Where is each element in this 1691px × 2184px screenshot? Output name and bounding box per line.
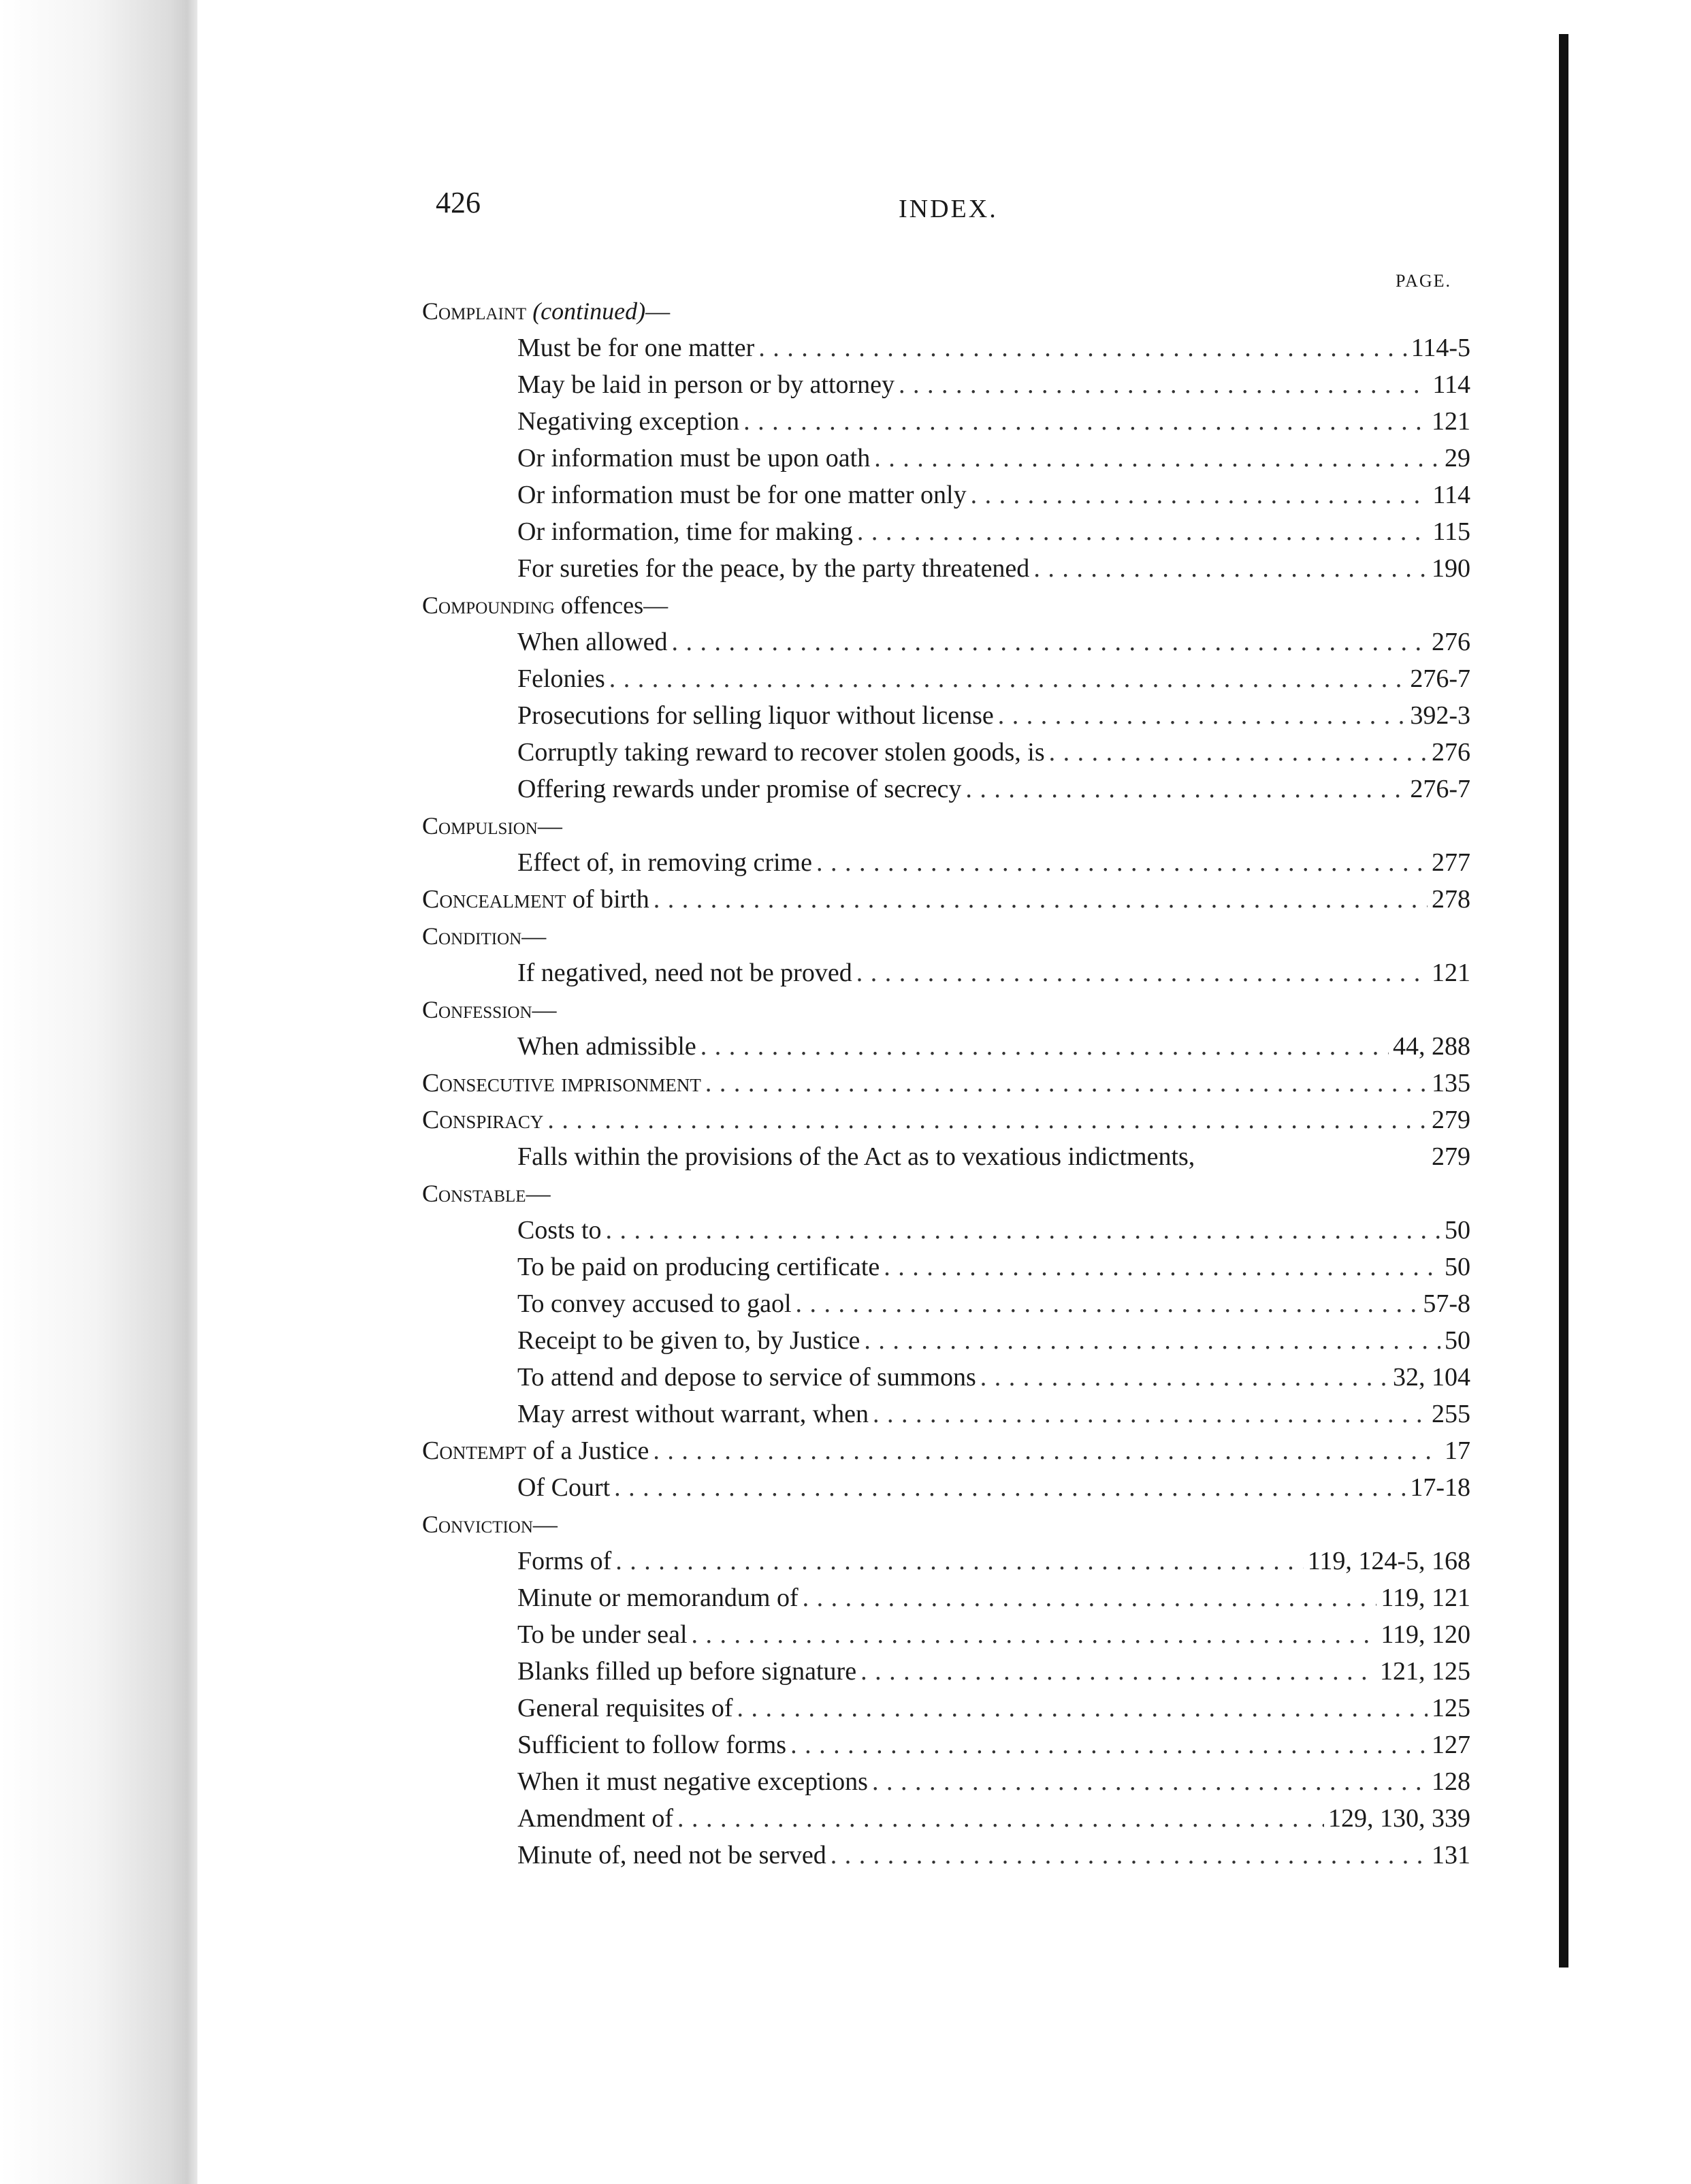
page-reference: 276-7 — [1410, 775, 1470, 803]
heading-tail: offences— — [554, 592, 669, 619]
page-reference: 50 — [1445, 1253, 1470, 1281]
page-reference: 121 — [1432, 959, 1470, 987]
subentry-label: To be under seal — [517, 1620, 688, 1649]
index-subentry — [422, 1138, 1470, 1175]
dot-leader — [672, 624, 1428, 660]
subentry-label: Effect of, in removing crime — [517, 848, 812, 877]
index-subentry — [422, 477, 1470, 513]
page-reference: 57-8 — [1423, 1289, 1470, 1318]
dot-leader — [653, 1432, 1440, 1469]
entry-label — [422, 1102, 543, 1138]
entry-term: Consecutive imprisonment — [422, 1069, 701, 1097]
index-entry — [422, 881, 1470, 918]
index-entry — [422, 1065, 1470, 1102]
page-reference: 44, 288 — [1393, 1032, 1470, 1061]
subentry-label: Forms of — [517, 1547, 612, 1575]
entry-label — [422, 1432, 649, 1469]
index-subentry — [422, 1396, 1470, 1432]
subentry-label: When it must negative exceptions — [517, 1767, 868, 1796]
index-heading — [422, 918, 1470, 954]
index-subentry — [422, 660, 1470, 697]
heading-tail: — — [521, 922, 547, 950]
dot-leader — [965, 771, 1406, 807]
subentry-label: To convey accused to gaol — [517, 1289, 792, 1318]
dot-leader — [615, 1543, 1303, 1579]
dot-leader — [758, 330, 1407, 366]
page-reference: 121, 125 — [1380, 1657, 1470, 1686]
heading-tail: — — [526, 1180, 551, 1207]
index-entries — [422, 293, 1470, 1874]
page-reference: 279 — [1432, 1142, 1470, 1171]
index-subentry — [422, 513, 1470, 550]
index-subentry — [422, 1212, 1470, 1249]
index-heading — [422, 1175, 1470, 1212]
index-heading — [422, 1506, 1470, 1543]
page-reference: 190 — [1432, 554, 1470, 583]
heading-label: Compulsion — [422, 812, 538, 839]
page-reference: 119, 120 — [1381, 1620, 1470, 1649]
dot-leader — [705, 1065, 1428, 1102]
facing-page-edge — [1568, 0, 1691, 2184]
page-reference: 129, 130, 339 — [1328, 1804, 1470, 1833]
subentry-label: Receipt to be given to, by Justice — [517, 1326, 860, 1355]
dot-leader — [692, 1616, 1377, 1653]
dot-leader — [737, 1690, 1428, 1727]
gutter-shadow — [1559, 34, 1568, 1968]
subentry-label: Must be for one matter — [517, 334, 755, 362]
index-heading — [422, 587, 1470, 624]
page-reference: 255 — [1432, 1400, 1470, 1428]
heading-label: Complaint — [422, 298, 527, 325]
page-reference: 50 — [1445, 1216, 1470, 1244]
page-reference: 29 — [1445, 444, 1470, 472]
entry-term: Concealment — [422, 885, 566, 914]
page-reference: 17 — [1445, 1436, 1470, 1465]
index-subentry — [422, 844, 1470, 881]
dot-leader — [873, 1396, 1428, 1432]
index-subentry — [422, 1690, 1470, 1727]
index-subentry — [422, 1837, 1470, 1874]
subentry-label: Corruptly taking reward to recover stolen goods, is — [517, 738, 1045, 767]
page-reference: 276 — [1432, 628, 1470, 656]
index-subentry — [422, 330, 1470, 366]
index-entry — [422, 1102, 1470, 1138]
subentry-label: Negativing exception — [517, 407, 740, 436]
index-subentry — [422, 771, 1470, 807]
subentry-label: Falls within the provisions of the Act as to vexatious indictments, — [517, 1142, 1195, 1171]
page-reference: 128 — [1432, 1767, 1470, 1796]
page-reference: 114 — [1432, 370, 1470, 399]
dot-leader — [1049, 734, 1428, 771]
dot-leader — [857, 513, 1429, 550]
entry-term: Contempt — [422, 1436, 526, 1465]
page-reference: 125 — [1432, 1694, 1470, 1722]
dot-leader — [790, 1727, 1428, 1763]
dot-leader — [803, 1579, 1377, 1616]
index-subentry — [422, 1653, 1470, 1690]
index-subentry — [422, 1763, 1470, 1800]
dot-leader — [1033, 550, 1428, 587]
subentry-label: Costs to — [517, 1216, 602, 1244]
subentry-label: To be paid on producing certificate — [517, 1253, 880, 1281]
index-subentry — [422, 1616, 1470, 1653]
entry-label — [422, 1065, 701, 1102]
page-reference: 121 — [1432, 407, 1470, 436]
subentry-label: When allowed — [517, 628, 668, 656]
heading-label: Conviction — [422, 1511, 533, 1538]
subentry-label: Sufficient to follow forms — [517, 1731, 787, 1759]
index-subentry — [422, 403, 1470, 440]
page-reference: 50 — [1445, 1326, 1470, 1355]
index-heading — [422, 991, 1470, 1028]
index-subentry — [422, 1579, 1470, 1616]
dot-leader — [884, 1249, 1440, 1285]
dot-leader — [816, 844, 1428, 881]
heading-tail: — — [532, 1511, 558, 1538]
subentry-label: Minute of, need not be served — [517, 1841, 826, 1869]
subentry-label: Amendment of — [517, 1804, 674, 1833]
dot-leader — [864, 1322, 1440, 1359]
index-subentry — [422, 1800, 1470, 1837]
dot-leader — [899, 366, 1428, 403]
page-reference: 115 — [1432, 517, 1470, 546]
entry-label — [422, 881, 649, 918]
index-subentry — [422, 366, 1470, 403]
running-head: INDEX. — [899, 195, 998, 223]
dot-leader — [606, 1212, 1440, 1249]
book-page-edge — [0, 0, 197, 2184]
page-reference: 277 — [1432, 848, 1470, 877]
dot-leader — [796, 1285, 1419, 1322]
dot-leader — [743, 403, 1428, 440]
page-number: 426 — [436, 186, 481, 219]
dot-leader — [700, 1028, 1389, 1065]
dot-leader — [547, 1102, 1428, 1138]
page-reference: 114-5 — [1411, 334, 1470, 362]
subentry-label: Of Court — [517, 1473, 611, 1502]
index-subentry — [422, 1028, 1470, 1065]
subentry-label: Offering rewards under promise of secrecy — [517, 775, 962, 803]
entry-tail: of a Justice — [526, 1436, 649, 1465]
subentry-label: Prosecutions for selling liquor without license — [517, 701, 994, 730]
index-subentry — [422, 1727, 1470, 1763]
entry-tail: of birth — [566, 885, 649, 914]
subentry-label: May be laid in person or by attorney — [517, 370, 895, 399]
page-reference: 276 — [1432, 738, 1470, 767]
index-subentry — [422, 624, 1470, 660]
page-reference: 276-7 — [1410, 664, 1470, 693]
index-entry — [422, 1432, 1470, 1469]
subentry-label: May arrest without warrant, when — [517, 1400, 869, 1428]
subentry-label: General requisites of — [517, 1694, 733, 1722]
page-reference: 279 — [1432, 1106, 1470, 1134]
page-reference: 114 — [1432, 481, 1470, 509]
page-reference: 119, 121 — [1381, 1584, 1470, 1612]
index-subentry — [422, 1322, 1470, 1359]
index-subentry — [422, 697, 1470, 734]
subentry-label: Or information, time for making — [517, 517, 853, 546]
dot-leader — [831, 1837, 1428, 1874]
heading-label: Constable — [422, 1180, 526, 1207]
subentry-label: For sureties for the peace, by the party threatened — [517, 554, 1030, 583]
heading-tail: — — [532, 996, 557, 1023]
index-subentry — [422, 954, 1470, 991]
heading-tail: — — [645, 298, 671, 325]
dot-leader — [980, 1359, 1389, 1396]
index-subentry — [422, 734, 1470, 771]
subentry-label: To attend and depose to service of summons — [517, 1363, 976, 1392]
subentry-label: When admissible — [517, 1032, 696, 1061]
page-reference: 278 — [1432, 885, 1470, 914]
subentry-label: Or information must be for one matter only — [517, 481, 967, 509]
page-column-label: PAGE. — [1396, 271, 1452, 291]
page-reference: 392-3 — [1410, 701, 1470, 730]
page-reference: 119, 124-5, 168 — [1307, 1547, 1470, 1575]
subentry-label: Minute or memorandum of — [517, 1584, 799, 1612]
page-reference: 17-18 — [1410, 1473, 1470, 1502]
page-reference: 127 — [1432, 1731, 1470, 1759]
subentry-label: Felonies — [517, 664, 605, 693]
subentry-label: Or information must be upon oath — [517, 444, 871, 472]
index-subentry — [422, 1285, 1470, 1322]
dot-leader — [860, 1653, 1376, 1690]
index-subentry — [422, 1543, 1470, 1579]
index-heading — [422, 293, 1470, 330]
index-subentry — [422, 440, 1470, 477]
subentry-label: If negatived, need not be proved — [517, 959, 852, 987]
index-heading — [422, 807, 1470, 844]
dot-leader — [856, 954, 1428, 991]
index-subentry — [422, 550, 1470, 587]
dot-leader — [614, 1469, 1406, 1506]
dot-leader — [872, 1763, 1428, 1800]
heading-label: Condition — [422, 922, 522, 950]
entry-term: Conspiracy — [422, 1106, 544, 1134]
index-subentry — [422, 1249, 1470, 1285]
index-subentry — [422, 1469, 1470, 1506]
subentry-label: Blanks filled up before signature — [517, 1657, 857, 1686]
dot-leader — [971, 477, 1429, 513]
dot-leader — [874, 440, 1440, 477]
dot-leader — [654, 881, 1428, 918]
index-subentry — [422, 1359, 1470, 1396]
page-reference: 131 — [1432, 1841, 1470, 1869]
heading-label: Compounding — [422, 592, 555, 619]
dot-leader — [609, 660, 1406, 697]
heading-label: Confession — [422, 996, 532, 1023]
page-reference: 32, 104 — [1393, 1363, 1470, 1392]
heading-tail: — — [537, 812, 562, 839]
dot-leader — [998, 697, 1406, 734]
dot-leader — [677, 1800, 1324, 1837]
page-reference: 135 — [1432, 1069, 1470, 1097]
heading-italic-suffix: (continued) — [532, 298, 646, 325]
